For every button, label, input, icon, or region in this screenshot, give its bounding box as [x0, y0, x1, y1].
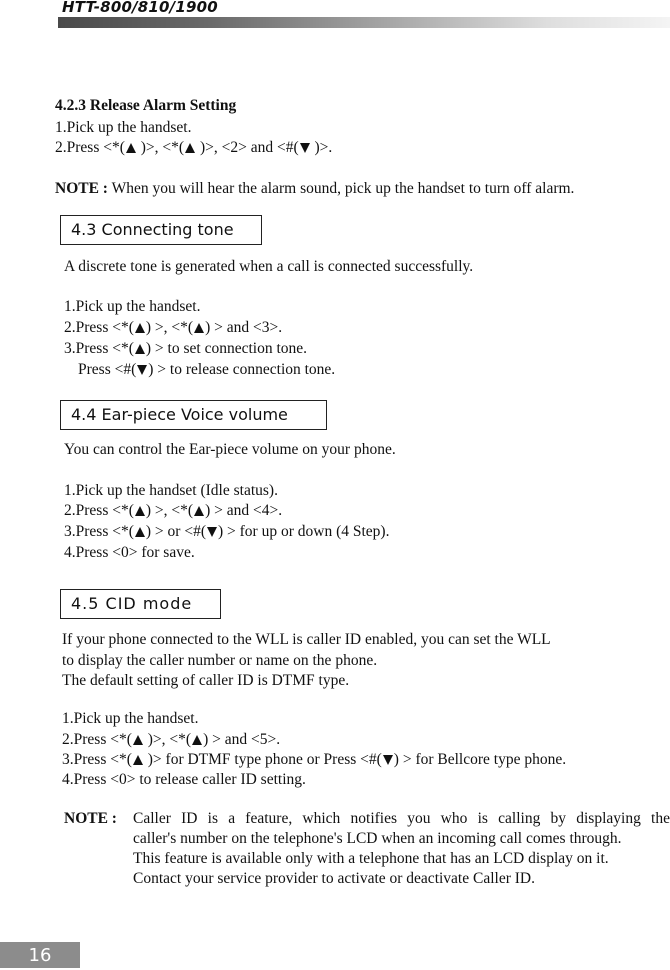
text-segment: ) > for Bellcore type phone.: [393, 751, 567, 768]
cid-step-1: 1.Pick up the handset.: [62, 710, 199, 727]
connecting-tone-step-2: [64, 318, 282, 338]
text-segment: )>, <*(: [136, 139, 185, 156]
release-alarm-step-1: 1.Pick up the handset.: [55, 119, 192, 136]
up-arrow-icon: [135, 344, 145, 354]
text-segment: ) > and <3>.: [205, 319, 283, 336]
text-segment: )> for DTMF type phone or Press <#(: [143, 751, 382, 768]
release-alarm-step-2: [55, 138, 332, 158]
text-segment: ) > to release connection tone.: [148, 361, 336, 378]
note-label: NOTE :: [55, 180, 108, 197]
text-segment: 3.Press <*(: [64, 340, 134, 357]
earpiece-volume-step-2: [64, 501, 282, 521]
connecting-tone-step-3: [64, 339, 307, 359]
up-arrow-icon: [135, 506, 145, 516]
down-arrow-icon: [137, 365, 147, 375]
text-segment: 2.Press <*(: [55, 139, 125, 156]
text-segment: )>.: [310, 139, 333, 156]
model-name: HTT-800/810/1900: [62, 0, 218, 16]
up-arrow-icon: [126, 143, 136, 153]
text-segment: 2.Press <*(: [62, 731, 132, 748]
down-arrow-icon: [383, 755, 393, 765]
text-segment: 3.Press <*(: [64, 523, 134, 540]
text-segment: 2.Press <*(: [64, 502, 134, 519]
earpiece-volume-step-3: [64, 522, 389, 542]
connecting-tone-step-1: 1.Pick up the handset.: [64, 298, 201, 315]
cid-step-4: 4.Press <0> to release caller ID setting.: [62, 771, 306, 788]
text-segment: ) >, <*(: [145, 319, 194, 336]
cid-note-label: NOTE :: [64, 810, 117, 827]
text-segment: 3.Press <*(: [62, 751, 132, 768]
cid-note-line-4: Contact your service provider to activate or deactivate Caller ID.: [133, 870, 535, 887]
text-segment: Press <#(: [78, 361, 137, 378]
up-arrow-icon: [133, 735, 143, 745]
text-segment: )>, <*(: [143, 731, 192, 748]
up-arrow-icon: [185, 143, 195, 153]
cid-step-3: [62, 750, 566, 770]
cid-step-2: [62, 730, 280, 750]
section-heading-earpiece-volume: 4.4 Ear-piece Voice volume: [60, 400, 327, 430]
header-bar: [58, 17, 670, 28]
down-arrow-icon: [207, 527, 217, 537]
text-segment: )>, <2> and <#(: [196, 139, 299, 156]
earpiece-volume-intro: You can control the Ear-piece volume on your phone.: [64, 441, 396, 458]
earpiece-volume-step-1: 1.Pick up the handset (Idle status).: [64, 482, 278, 499]
text-segment: ) > or <#(: [145, 523, 206, 540]
up-arrow-icon: [133, 755, 143, 765]
section-heading-cid-mode: 4.5 CID mode: [60, 589, 221, 619]
up-arrow-icon: [135, 527, 145, 537]
release-alarm-note: [55, 179, 574, 199]
section-heading-connecting-tone: 4.3 Connecting tone: [60, 215, 262, 245]
cid-intro-line-3: The default setting of caller ID is DTMF type.: [62, 672, 350, 689]
cid-note-line-1: Caller ID is a feature, which notifies you who is calling by displaying the: [133, 810, 670, 827]
page-number: 16: [0, 942, 80, 968]
cid-intro-line-2: to display the caller number or name on the phone.: [62, 652, 378, 669]
section-title-release-alarm: 4.2.3 Release Alarm Setting: [55, 97, 237, 114]
up-arrow-icon: [135, 323, 145, 333]
earpiece-volume-step-4: 4.Press <0> for save.: [64, 544, 195, 561]
up-arrow-icon: [194, 506, 204, 516]
up-arrow-icon: [194, 323, 204, 333]
text-segment: ) > and <4>.: [205, 502, 283, 519]
connecting-tone-intro: A discrete tone is generated when a call is connected successfully.: [64, 258, 474, 275]
text-segment: ) > to set connection tone.: [145, 340, 308, 357]
text-segment: ) > and <5>.: [203, 731, 281, 748]
down-arrow-icon: [300, 143, 310, 153]
text-segment: ) >, <*(: [145, 502, 194, 519]
cid-note-line-3: This feature is available only with a telephone that has an LCD display on it.: [133, 850, 609, 867]
cid-note-line-2: caller's number on the telephone's LCD when an incoming call comes through.: [133, 830, 622, 847]
connecting-tone-step-3b: [78, 360, 335, 380]
text-segment: ) > for up or down (4 Step).: [217, 523, 390, 540]
note-text: When you will hear the alarm sound, pick up the handset to turn off alarm.: [107, 180, 575, 197]
up-arrow-icon: [192, 735, 202, 745]
cid-intro-line-1: If your phone connected to the WLL is caller ID enabled, you can set the WLL: [62, 631, 551, 648]
cid-note-text: [133, 809, 670, 889]
text-segment: 2.Press <*(: [64, 319, 134, 336]
